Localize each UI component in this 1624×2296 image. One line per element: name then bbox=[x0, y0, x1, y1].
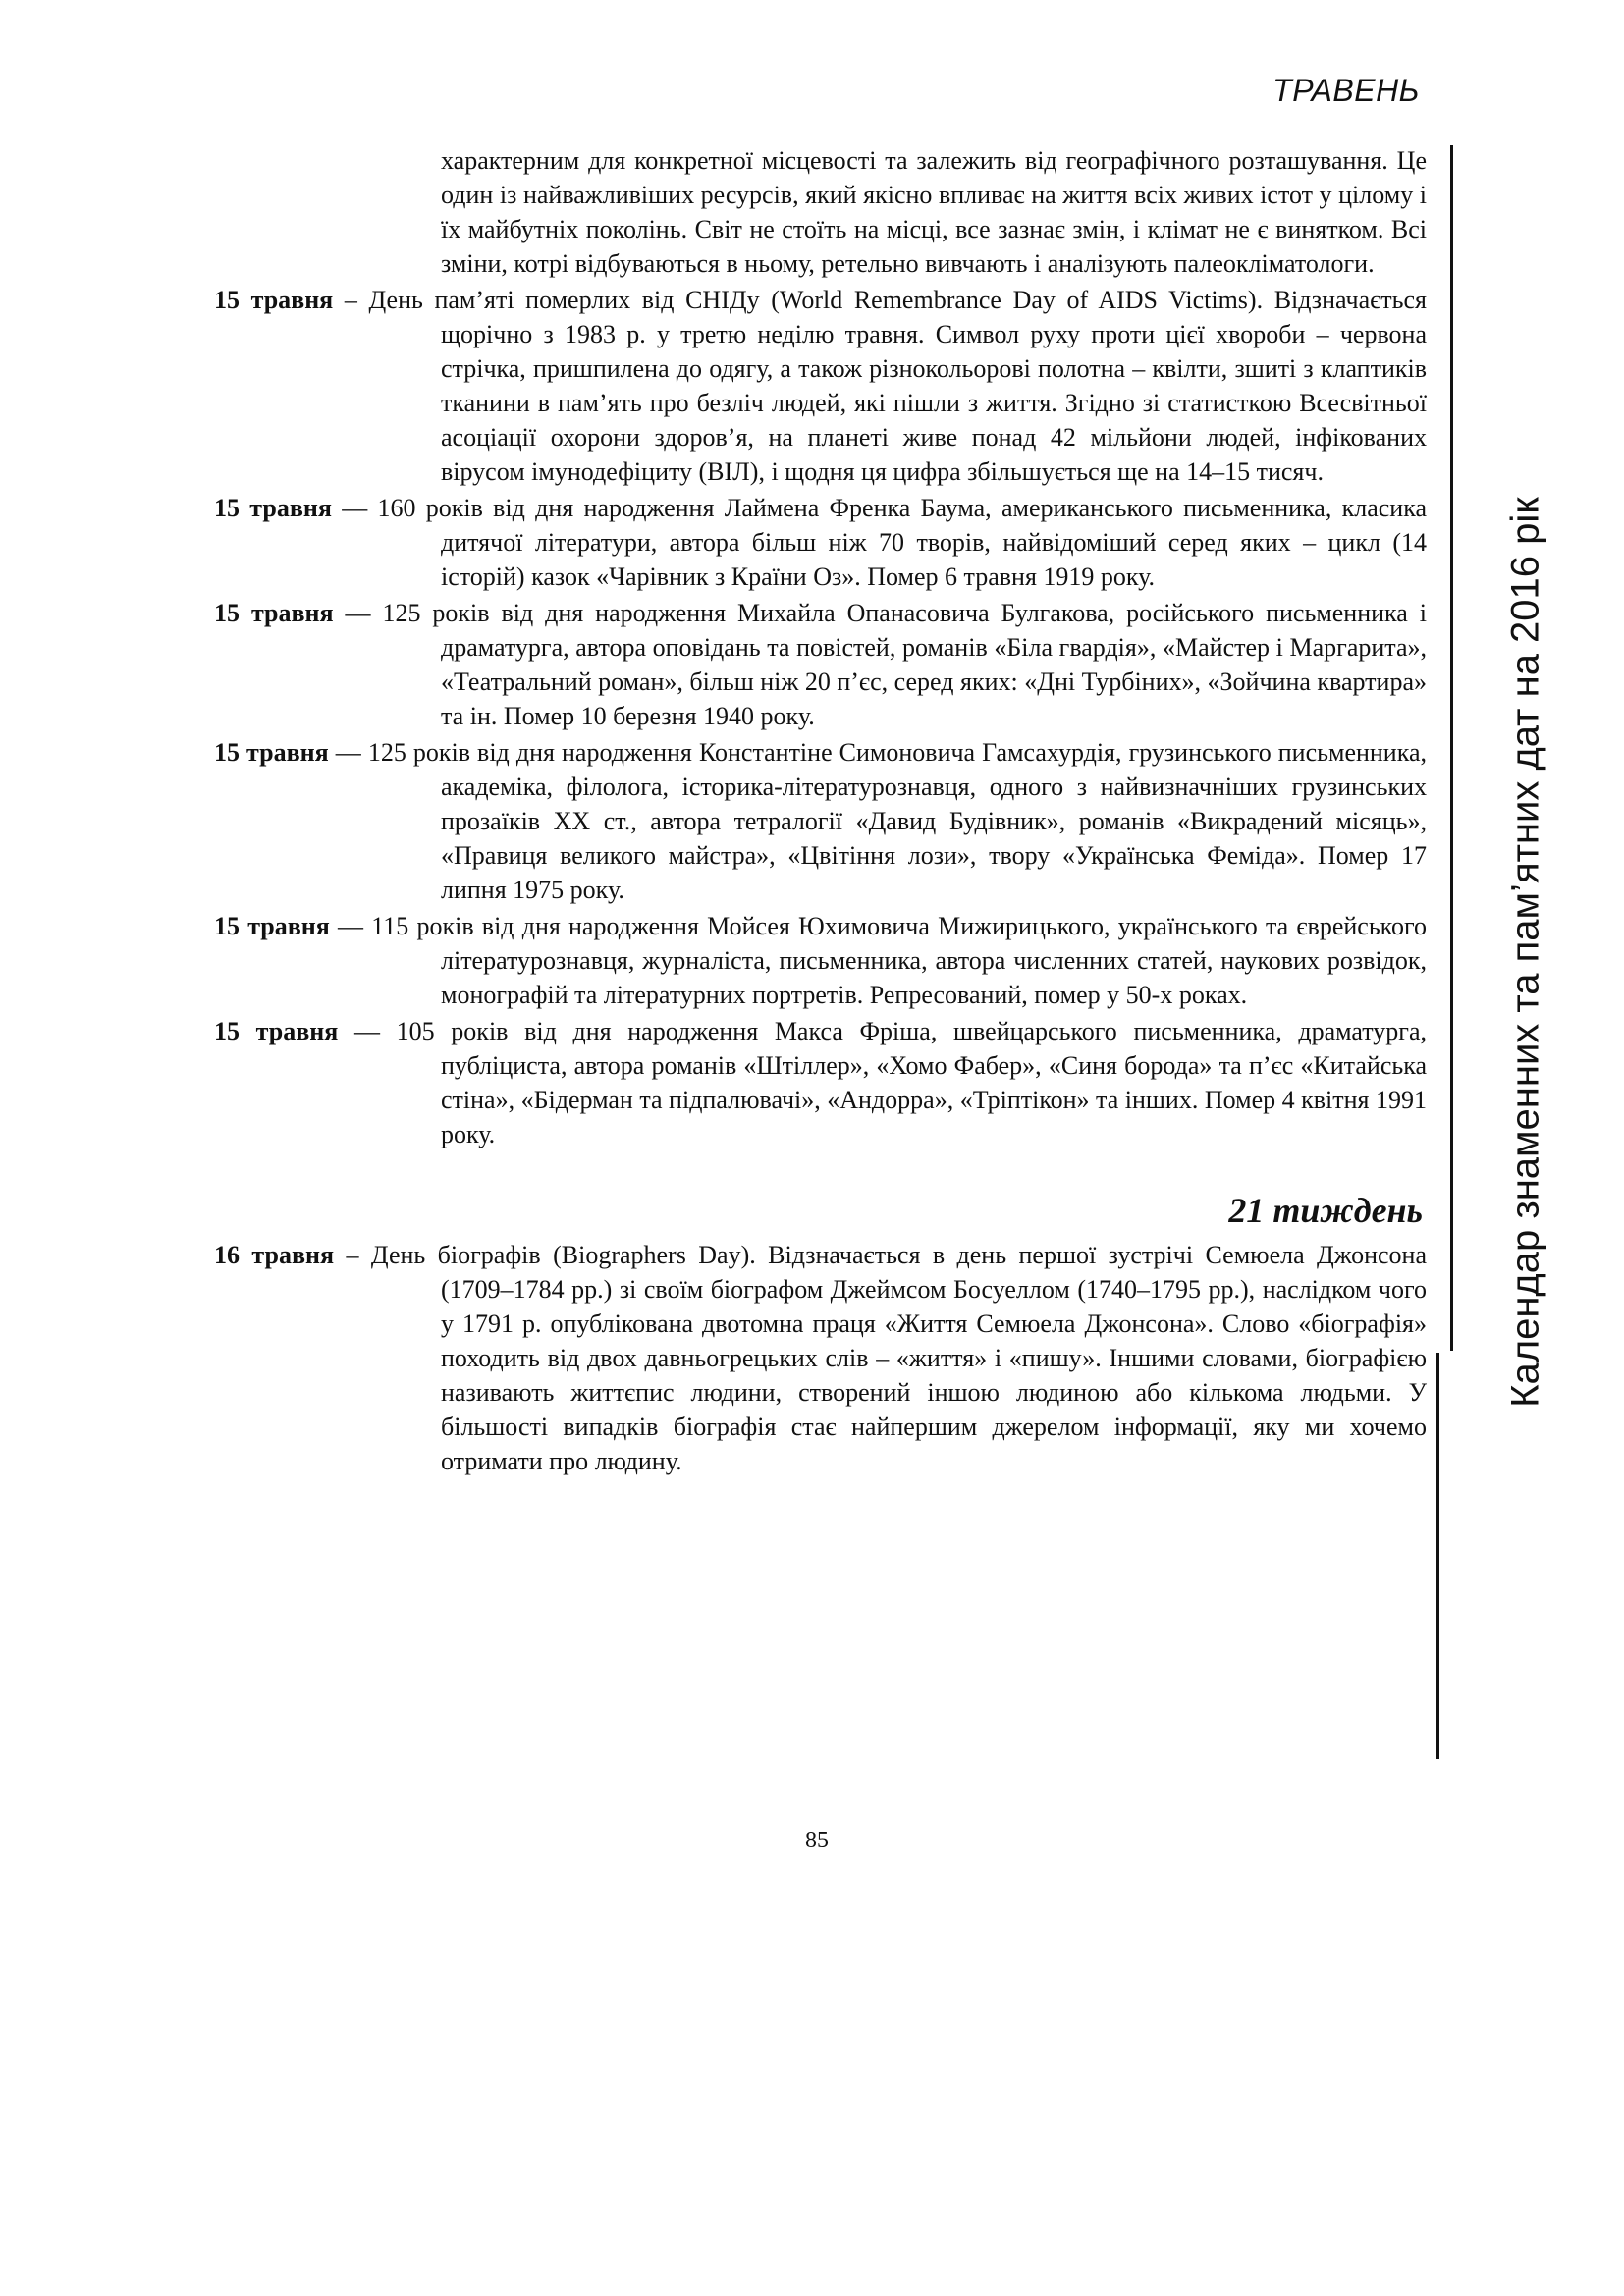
entry-3 bbox=[214, 596, 1427, 733]
entry-text: – День пам’яті померлих від СНІДу (World Remembrance Day of AIDS Victims). Відзначається щорічно з 1983 р. у третю неділю травня. Символ руху проти цієї хвороби – червона стрічка, пришпилена до одягу, а також різнокольорові полотна – квілти, зшиті з клаптиків тканини в пам’ять про безліч людей, які пішли з життя. Згідно зі статисткою Всесвітньої асоціації охорони здоров’я, на планеті живе понад 42 мільйони людей, інфікованих вірусом імунодефіциту (ВІЛ), і щодня ця цифра збільшується ще на 14–15 тисяч. bbox=[333, 286, 1427, 486]
side-title: Календар знаменних та пам’ятних дат на 2016 рік bbox=[1503, 497, 1547, 1408]
running-header: ТРАВЕНЬ bbox=[1272, 73, 1420, 108]
entry-date: 15 травня bbox=[214, 286, 334, 314]
page-number: 85 bbox=[805, 1828, 829, 1853]
entry-date: 15 травня bbox=[214, 738, 329, 767]
page-body bbox=[214, 143, 1427, 1480]
entry-text: — 115 років від дня народження Мойсея Юхимовича Мижирицького, українського та єврейського літературознавця, журналіста, письменника, автора численних статей, наукових розвідок, монографій та літературних портретів. Репресований, помер у 50-х роках. bbox=[329, 912, 1428, 1009]
week-entry-1 bbox=[214, 1238, 1427, 1478]
entry-date: 15 травня bbox=[214, 912, 330, 940]
entry-text: – День біографів (Biographers Day). Відзначається в день першої зустрічі Семюела Джонсона (1709–1784 рр.) зі своїм біографом Джеймсом Босуеллом (1740–1795 рр.), наслідком чого у 1791 р. опублікована двотомна праця «Життя Семюела Джонсона». Слово «біографія» походить від двох давньогрецьких слів – «життя» і «пишу». Іншими словами, біографією називають життєпис людини, створений іншою людиною або кількома людьми. У більшості випадків біографія стає найпершим джерелом інформації, яку ми хочемо отримати про людину. bbox=[334, 1241, 1427, 1475]
week-heading: 21 тиждень bbox=[1228, 1191, 1423, 1230]
entry-4 bbox=[214, 735, 1427, 907]
entry-date: 15 травня bbox=[214, 1017, 339, 1045]
entry-text: — 160 років від дня народження Лаймена Френка Баума, американського письменника, класика дитячої літератури, автора більш ніж 70 творів, найвідоміший серед яких – цикл (14 історій) казок «Чарівник з Країни Оз». Помер 6 травня 1919 року. bbox=[331, 494, 1427, 591]
entry-date: 15 травня bbox=[214, 494, 332, 522]
entry-date: 16 травня bbox=[214, 1241, 335, 1269]
intro-continuation: характерним для конкретної місцевості та залежить від географічного розташування. Це один із найважливіших ресурсів, який якісно впливає на життя всіх живих істот у цілому і їх майбутніх поколінь. Світ не стоїть на місці, все зазнає змін, і клімат не є винятком. Всі зміни, котрі відбуваються в ньому, ретельно вивчають і аналізують палеокліматологи. bbox=[441, 146, 1427, 278]
entry-text: — 125 років від дня народження Михайла Опанасовича Булгакова, російського письменника і драматурга, автора оповідань та повістей, романів «Біла гвардія», «Майстер і Маргарита», «Театральний роман», більш ніж 20 п’єс, серед яких: «Дні Турбіних», «Зойчина квартира» та ін. Помер 10 березня 1940 року. bbox=[333, 599, 1427, 730]
entry-1 bbox=[214, 283, 1427, 489]
entry-2 bbox=[214, 491, 1427, 594]
entry-5 bbox=[214, 909, 1427, 1012]
entry-text: — 125 років від дня народження Константіне Симоновича Гамсахурдія, грузинського письменника, академіка, філолога, історика-літературознавця, одного з найвизначніших грузинських прозаїків XX ст., автора тетралогії «Давид Будівник», романів «Викрадений місяць», «Правиця великого майстра», «Цвітіння лози», твору «Українська Феміда». Помер 17 липня 1975 року. bbox=[328, 738, 1428, 904]
entry-6 bbox=[214, 1014, 1427, 1151]
side-rule-lower bbox=[1436, 1353, 1439, 1759]
side-rule-upper bbox=[1450, 145, 1453, 1351]
entry-text: — 105 років від дня народження Макса Фріша, швейцарського письменника, драматурга, публіциста, автора романів «Штіллер», «Хомо Фабер», «Синя борода» та п’єс «Китайська стіна», «Бідерман та підпалювачі», «Андорра», «Тріптікон» та інших. Помер 4 квітня 1991 року. bbox=[338, 1017, 1427, 1148]
entry-date: 15 травня bbox=[214, 599, 334, 627]
